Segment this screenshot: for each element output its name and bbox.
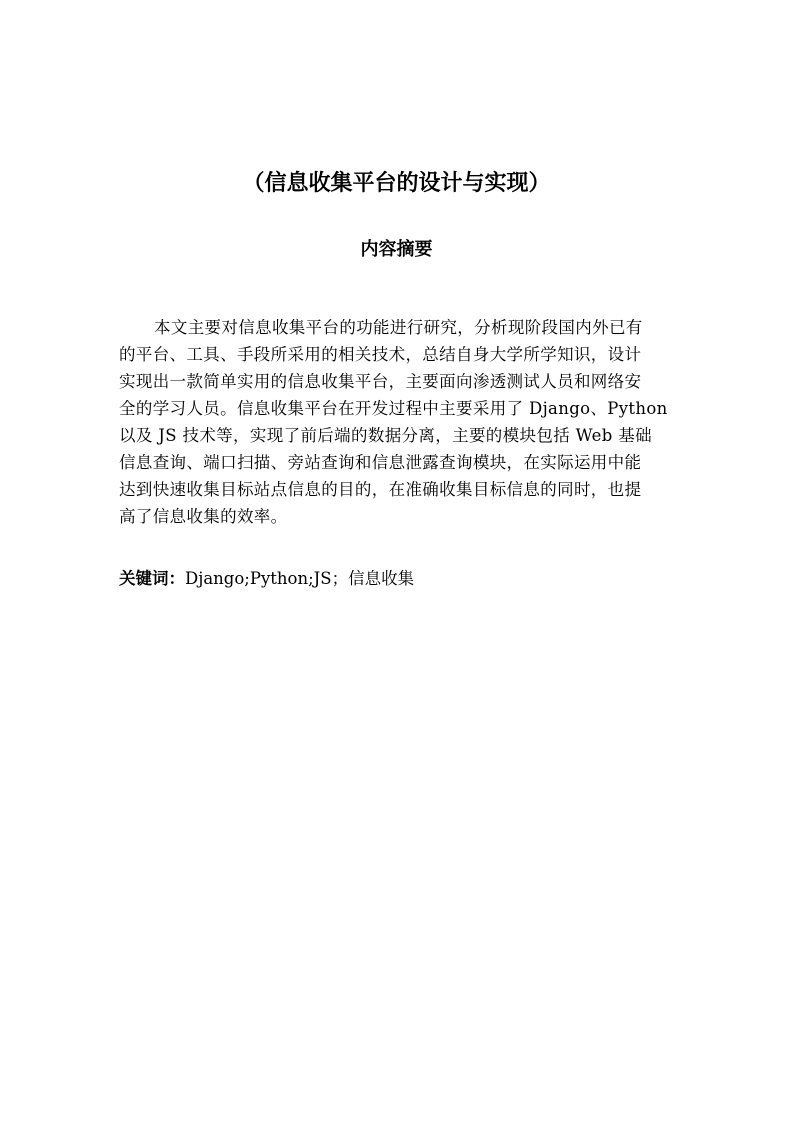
abstract-line: 达到快速收集目标站点信息的目的，在准确收集目标信息的同时，也提 <box>119 480 642 499</box>
keywords <box>119 565 697 592</box>
abstract-line: 实现出一款简单实用的信息收集平台，主要面向渗透测试人员和网络安 <box>119 372 642 391</box>
page-title: （信息收集平台的设计与实现） <box>242 171 551 196</box>
abstract-line: 本文主要对信息收集平台的功能进行研究，分析现阶段国内外已有 <box>154 318 643 337</box>
abstract-line: 信息查询、端口扫描、旁站查询和信息泄露查询模块，在实际运用中能 <box>119 453 642 472</box>
abstract-line: 高了信息收集的效率。 <box>119 507 288 526</box>
keywords-value: Django;Python;JS；信息收集 <box>185 569 415 588</box>
abstract-line: 的平台、工具、手段所采用的相关技术，总结自身大学所学知识，设计 <box>119 345 642 364</box>
abstract-paragraph <box>119 314 697 530</box>
abstract-line: 以及 JS 技术等，实现了前后端的数据分离，主要的模块包括 Web 基础 <box>119 426 652 445</box>
abstract-line: 全的学习人员。信息收集平台在开发过程中主要采用了 Django、Python <box>119 399 668 418</box>
keywords-label: 关键词： <box>119 569 185 588</box>
abstract-heading: 内容摘要 <box>360 239 433 260</box>
